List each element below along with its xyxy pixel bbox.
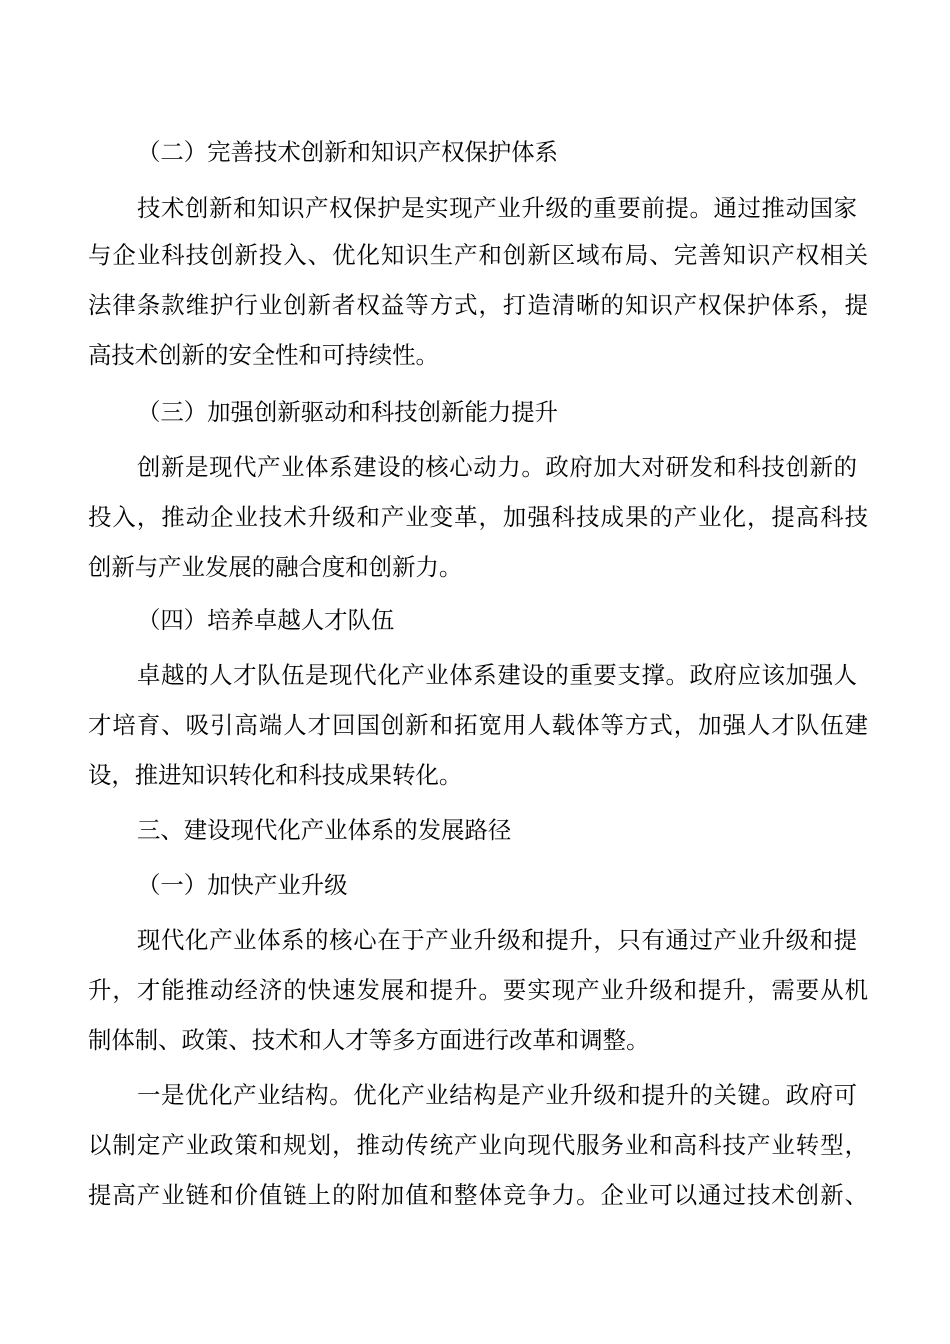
paragraph-line: 投入，推动企业技术升级和产业变革，加强科技成果的产业化，提高科技 — [88, 503, 868, 531]
paragraph-line: 升，才能推动经济的快速发展和提升。要实现产业升级和提升，需要从机 — [88, 976, 868, 1004]
section-heading-4: （四）培养卓越人才队伍 — [137, 606, 395, 634]
paragraph-line: 设，推进知识转化和科技成果转化。 — [88, 761, 463, 789]
paragraph-line: 创新是现代产业体系建设的核心动力。政府加大对研发和科技创新的 — [137, 453, 857, 481]
paragraph-line: 技术创新和知识产权保护是实现产业升级的重要前提。通过推动国家 — [137, 194, 857, 222]
paragraph-line: 以制定产业政策和规划，推动传统产业向现代服务业和高科技产业转型， — [88, 1131, 868, 1159]
paragraph-line: 一是优化产业结构。优化产业结构是产业升级和提升的关键。政府可 — [137, 1081, 857, 1109]
paragraph-line: 创新与产业发展的融合度和创新力。 — [88, 553, 463, 581]
section-heading-3: （三）加强创新驱动和科技创新能力提升 — [137, 398, 559, 426]
paragraph-line: 与企业科技创新投入、优化知识生产和创新区域布局、完善知识产权相关 — [88, 241, 868, 269]
paragraph-line: 现代化产业体系的核心在于产业升级和提升，只有通过产业升级和提 — [137, 926, 857, 954]
paragraph-line: 才培育、吸引高端人才回国创新和拓宽用人载体等方式，加强人才队伍建 — [88, 711, 868, 739]
paragraph-line: 提高产业链和价值链上的附加值和整体竞争力。企业可以通过技术创新、 — [88, 1181, 868, 1209]
chapter-heading-3: 三、建设现代化产业体系的发展路径 — [137, 816, 512, 844]
paragraph-line: 高技术创新的安全性和可持续性。 — [88, 341, 439, 369]
paragraph-line: 制体制、政策、技术和人才等多方面进行改革和调整。 — [88, 1026, 650, 1054]
paragraph-line: 法律条款维护行业创新者权益等方式，打造清晰的知识产权保护体系，提 — [88, 291, 868, 319]
section-heading-2: （二）完善技术创新和知识产权保护体系 — [137, 138, 559, 166]
paragraph-line: 卓越的人才队伍是现代化产业体系建设的重要支撑。政府应该加强人 — [137, 661, 857, 689]
section-heading-1: （一）加快产业升级 — [137, 871, 348, 899]
